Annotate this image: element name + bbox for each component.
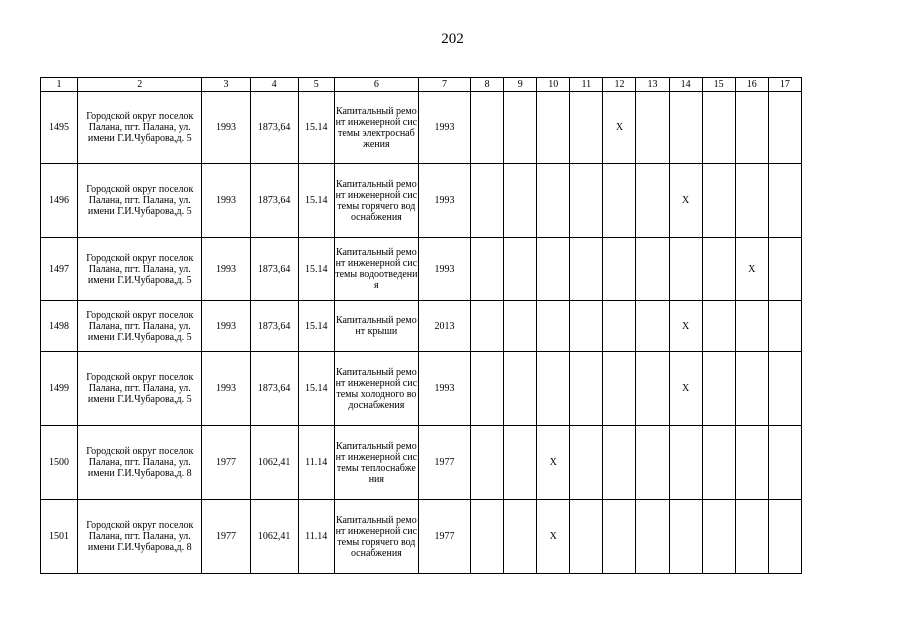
empty-cell: [471, 426, 504, 500]
row-number: 1499: [41, 352, 78, 426]
column-header: 15: [702, 78, 735, 92]
empty-cell: [570, 164, 603, 238]
work-type-cell: Капитальный ремонт инженерной системы холодного водоснабжения: [334, 352, 418, 426]
value-cell: 15.14: [298, 301, 334, 352]
mark-cell: X: [603, 92, 636, 164]
empty-cell: [768, 301, 801, 352]
table-row: [41, 164, 802, 238]
value-cell: 11.14: [298, 500, 334, 574]
row-number: 1501: [41, 500, 78, 574]
empty-cell: [636, 426, 669, 500]
empty-cell: [570, 500, 603, 574]
empty-cell: [636, 500, 669, 574]
column-header: 12: [603, 78, 636, 92]
value-cell: 15.14: [298, 164, 334, 238]
empty-cell: [768, 238, 801, 301]
area-cell: 1062,41: [250, 500, 298, 574]
empty-cell: [636, 164, 669, 238]
empty-cell: [603, 500, 636, 574]
empty-cell: [735, 426, 768, 500]
area-cell: 1873,64: [250, 92, 298, 164]
empty-cell: [570, 238, 603, 301]
area-cell: 1062,41: [250, 426, 298, 500]
empty-cell: [537, 352, 570, 426]
empty-cell: [702, 500, 735, 574]
empty-cell: [636, 92, 669, 164]
column-header: 9: [504, 78, 537, 92]
row-number: 1496: [41, 164, 78, 238]
empty-cell: [768, 500, 801, 574]
empty-cell: [504, 92, 537, 164]
value-cell: 11.14: [298, 426, 334, 500]
mark-cell: X: [537, 426, 570, 500]
address-cell: Городской округ поселок Палана, пгт. Палана, ул. имени Г.И.Чубарова,д. 5: [78, 301, 202, 352]
column-header: 5: [298, 78, 334, 92]
empty-cell: [735, 164, 768, 238]
empty-cell: [537, 92, 570, 164]
row-number: 1498: [41, 301, 78, 352]
empty-cell: [471, 238, 504, 301]
empty-cell: [471, 301, 504, 352]
column-header: 2: [78, 78, 202, 92]
mark-cell: X: [735, 238, 768, 301]
area-cell: 1873,64: [250, 352, 298, 426]
address-cell: Городской округ поселок Палана, пгт. Палана, ул. имени Г.И.Чубарова,д. 5: [78, 238, 202, 301]
planned-year-cell: 1977: [418, 426, 470, 500]
value-cell: 15.14: [298, 238, 334, 301]
table-row: [41, 238, 802, 301]
year-cell: 1993: [202, 164, 250, 238]
empty-cell: [702, 238, 735, 301]
work-type-cell: Капитальный ремонт инженерной системы теплоснабжения: [334, 426, 418, 500]
column-header: 10: [537, 78, 570, 92]
column-header: 1: [41, 78, 78, 92]
mark-cell: X: [669, 301, 702, 352]
empty-cell: [603, 238, 636, 301]
empty-cell: [702, 301, 735, 352]
empty-cell: [735, 500, 768, 574]
mark-cell: X: [669, 352, 702, 426]
empty-cell: [636, 238, 669, 301]
table-body: [41, 92, 802, 574]
empty-cell: [702, 92, 735, 164]
address-cell: Городской округ поселок Палана, пгт. Палана, ул. имени Г.И.Чубарова,д. 8: [78, 426, 202, 500]
column-header: 6: [334, 78, 418, 92]
value-cell: 15.14: [298, 92, 334, 164]
empty-cell: [636, 301, 669, 352]
value-cell: 15.14: [298, 352, 334, 426]
address-cell: Городской округ поселок Палана, пгт. Палана, ул. имени Г.И.Чубарова,д. 5: [78, 352, 202, 426]
table-row: [41, 426, 802, 500]
empty-cell: [471, 352, 504, 426]
column-header: 17: [768, 78, 801, 92]
mark-cell: X: [537, 500, 570, 574]
column-header: 3: [202, 78, 250, 92]
area-cell: 1873,64: [250, 238, 298, 301]
work-type-cell: Капитальный ремонт инженерной системы водоотведения: [334, 238, 418, 301]
work-type-cell: Капитальный ремонт инженерной системы горячего водоснабжения: [334, 164, 418, 238]
empty-cell: [471, 92, 504, 164]
empty-cell: [537, 238, 570, 301]
year-cell: 1977: [202, 500, 250, 574]
table-row: [41, 352, 802, 426]
table-row: [41, 92, 802, 164]
address-cell: Городской округ поселок Палана, пгт. Палана, ул. имени Г.И.Чубарова,д. 8: [78, 500, 202, 574]
empty-cell: [471, 500, 504, 574]
table-row: [41, 301, 802, 352]
mark-cell: X: [669, 164, 702, 238]
empty-cell: [603, 426, 636, 500]
table-row: [41, 500, 802, 574]
planned-year-cell: 1993: [418, 164, 470, 238]
empty-cell: [768, 352, 801, 426]
area-cell: 1873,64: [250, 301, 298, 352]
empty-cell: [603, 301, 636, 352]
work-type-cell: Капитальный ремонт крыши: [334, 301, 418, 352]
empty-cell: [636, 352, 669, 426]
empty-cell: [504, 164, 537, 238]
repair-registry-table: [40, 77, 802, 574]
work-type-cell: Капитальный ремонт инженерной системы горячего водоснабжения: [334, 500, 418, 574]
page-number: 202: [441, 31, 464, 47]
column-number-row: [41, 78, 802, 92]
empty-cell: [504, 426, 537, 500]
empty-cell: [735, 301, 768, 352]
address-cell: Городской округ поселок Палана, пгт. Палана, ул. имени Г.И.Чубарова,д. 5: [78, 164, 202, 238]
area-cell: 1873,64: [250, 164, 298, 238]
empty-cell: [570, 92, 603, 164]
planned-year-cell: 1993: [418, 352, 470, 426]
empty-cell: [735, 92, 768, 164]
planned-year-cell: 1977: [418, 500, 470, 574]
year-cell: 1993: [202, 352, 250, 426]
empty-cell: [570, 352, 603, 426]
year-cell: 1977: [202, 426, 250, 500]
work-type-cell: Капитальный ремонт инженерной системы электроснабжения: [334, 92, 418, 164]
column-header: 11: [570, 78, 603, 92]
column-header: 13: [636, 78, 669, 92]
planned-year-cell: 1993: [418, 92, 470, 164]
empty-cell: [537, 301, 570, 352]
empty-cell: [603, 164, 636, 238]
empty-cell: [504, 352, 537, 426]
empty-cell: [504, 238, 537, 301]
empty-cell: [669, 426, 702, 500]
column-header: 7: [418, 78, 470, 92]
empty-cell: [735, 352, 768, 426]
row-number: 1497: [41, 238, 78, 301]
empty-cell: [702, 426, 735, 500]
column-header: 16: [735, 78, 768, 92]
year-cell: 1993: [202, 238, 250, 301]
row-number: 1495: [41, 92, 78, 164]
empty-cell: [537, 164, 570, 238]
year-cell: 1993: [202, 301, 250, 352]
year-cell: 1993: [202, 92, 250, 164]
empty-cell: [669, 500, 702, 574]
row-number: 1500: [41, 426, 78, 500]
column-header: 14: [669, 78, 702, 92]
empty-cell: [768, 164, 801, 238]
planned-year-cell: 1993: [418, 238, 470, 301]
empty-cell: [768, 92, 801, 164]
empty-cell: [669, 92, 702, 164]
column-header: 4: [250, 78, 298, 92]
empty-cell: [768, 426, 801, 500]
empty-cell: [669, 238, 702, 301]
empty-cell: [570, 426, 603, 500]
empty-cell: [504, 500, 537, 574]
empty-cell: [702, 164, 735, 238]
empty-cell: [471, 164, 504, 238]
empty-cell: [570, 301, 603, 352]
empty-cell: [603, 352, 636, 426]
column-header: 8: [471, 78, 504, 92]
empty-cell: [504, 301, 537, 352]
address-cell: Городской округ поселок Палана, пгт. Палана, ул. имени Г.И.Чубарова,д. 5: [78, 92, 202, 164]
planned-year-cell: 2013: [418, 301, 470, 352]
empty-cell: [702, 352, 735, 426]
